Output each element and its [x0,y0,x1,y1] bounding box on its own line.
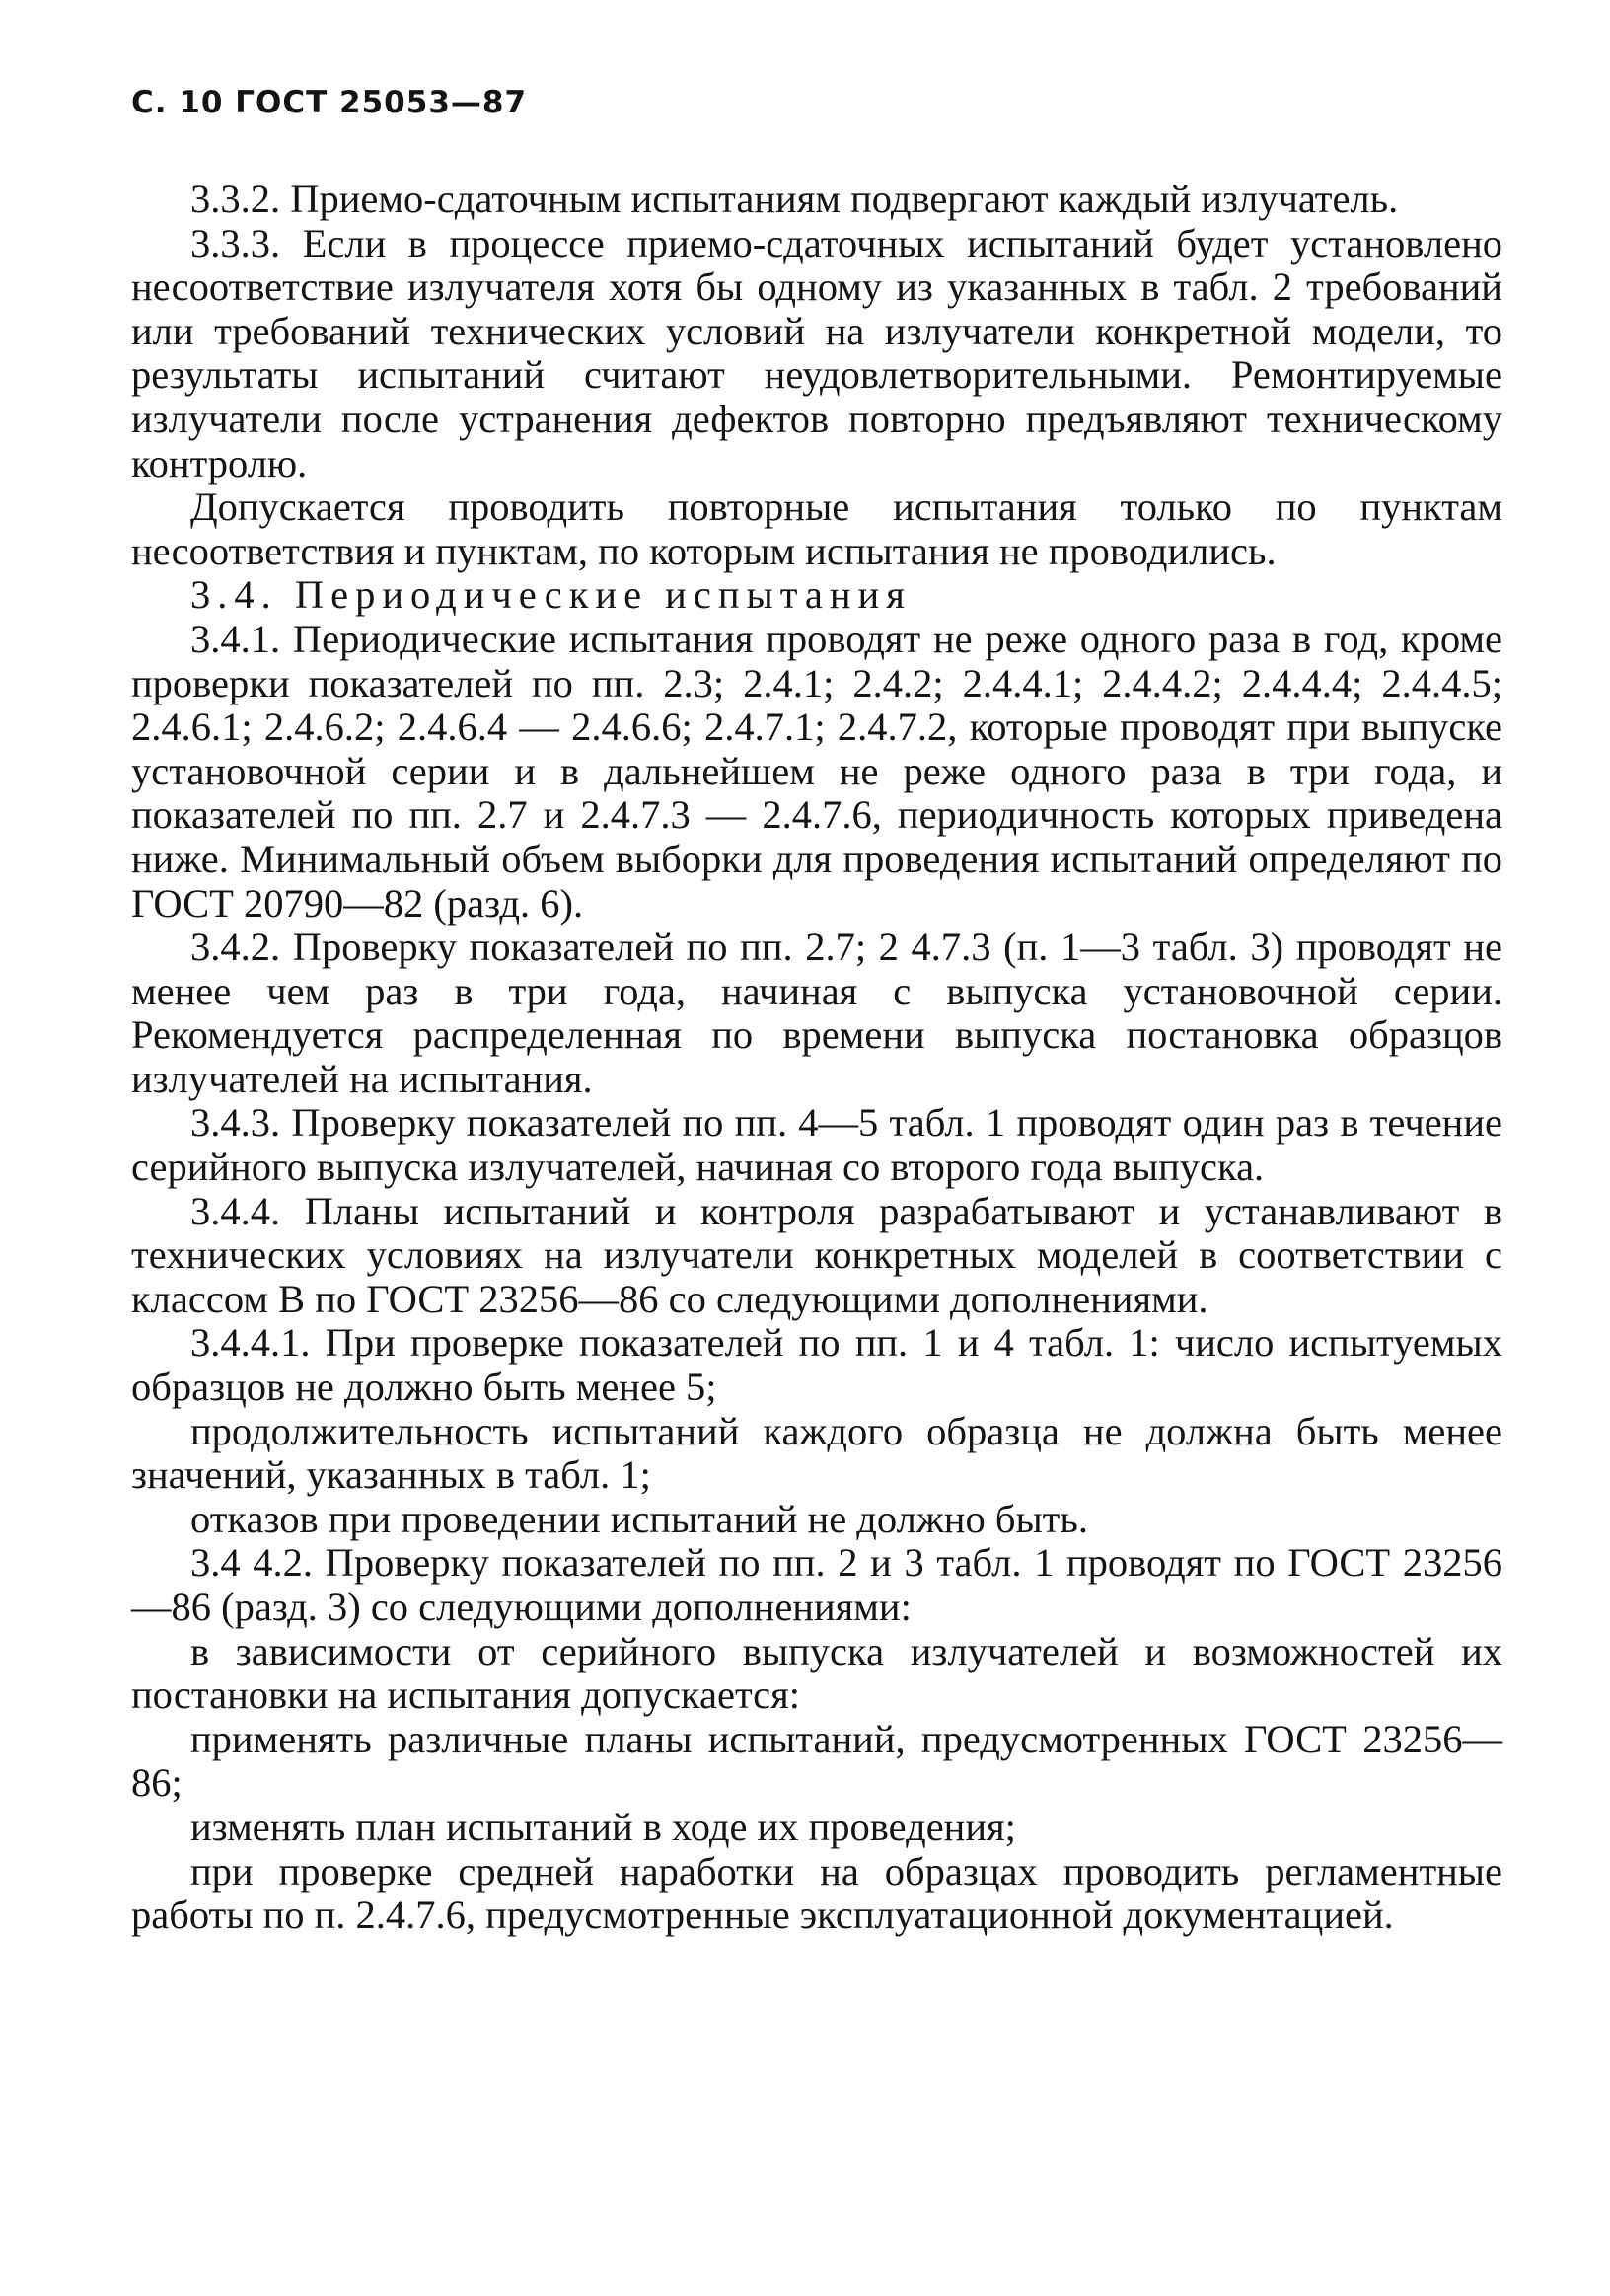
paragraph-serial-output: в зависимости от серийного выпуска излучателей и возможностей их постановки на испытания допускается: [131,1628,1502,1718]
paragraph-retest-note: Допускается проводить повторные испытания только по пунктам несоответствия и пунктам, по которым испытания не проводились. [131,484,1502,573]
paragraph-failures: отказов при проведении испытаний не должно быть. [190,1496,1088,1541]
paragraph-duration: продолжительность испытаний каждого образца не должна быть менее значений, указанных в табл. 1; [131,1408,1502,1498]
paragraph-apply-plans: применять различные планы испытаний, предусмотренных ГОСТ 23256—86; [131,1716,1502,1806]
paragraph-3-4-3: 3.4.3. Проверку показателей по пп. 4—5 табл. 1 проводят один раз в течение серийного выпуска излучателей, начиная со второго года выпуска. [131,1100,1502,1190]
paragraph-3-3-3: 3.3.3. Если в процессе приемо-сдаточных испытаний будет установлено несоответствие излучателя хотя бы одному из указанных в табл. 2 требований или требований технических условий на излучатели конкретной модели, то результаты испытаний считают неудовлетворительными. Ремонтируемые излучатели после устранения дефектов повторно предъявляют техническому контролю. [131,220,1502,485]
paragraph-3-4-2: 3.4.2. Проверку показателей по пп. 2.7; 2 4.7.3 (п. 1—3 табл. 3) проводят не менее чем раз в три года, начиная с выпуска установочной серии. Рекомендуется распределенная по времени выпуска постановка образцов излучателей на испытания. [131,925,1502,1101]
paragraph-3-3-2: 3.3.2. Приемо-сдаточным испытаниям подвергают каждый излучатель. [190,177,1399,221]
paragraph-3-4-4-1: 3.4.4.1. При проверке показателей по пп. 1 и 4 табл. 1: число испытуемых образцов не должно быть менее 5; [131,1320,1502,1410]
document-body [131,178,1502,1938]
page-header: С. 10 ГОСТ 25053—87 [131,85,528,120]
paragraph-change-plan: изменять план испытаний в ходе их проведения; [190,1804,1016,1849]
paragraph-3-4-4: 3.4.4. Планы испытаний и контроля разрабатывают и устанавливают в технических условиях на излучатели конкретных моделей в соответствии с классом В по ГОСТ 23256—86 со следующими дополнениями. [131,1188,1502,1321]
section-heading-3-4: 3.4. Периодические испытания [190,572,912,618]
paragraph-maintenance: при проверке средней наработки на образцах проводить регламентные работы по п. 2.4.7.6, предусмотренные эксплуатационной документацией. [131,1848,1502,1938]
paragraph-3-4-4-2: 3.4 4.2. Проверку показателей по пп. 2 и 3 табл. 1 проводят по ГОСТ 23256—86 (разд. 3) со следующими дополнениями: [131,1540,1502,1629]
paragraph-3-4-1: 3.4.1. Периодические испытания проводят не реже одного раза в год, кроме проверки показателей по пп. 2.3; 2.4.1; 2.4.2; 2.4.4.1; 2.4.4.2; 2.4.4.4; 2.4.4.5; 2.4.6.1; 2.4.6.2; 2.4.6.4 — 2.4.6.6; 2.4.7.1; 2.4.7.2, которые проводят при выпуске установочной серии и в дальнейшем не реже одного раза в три года, и показателей по пп. 2.7 и 2.4.7.3 — 2.4.7.6, периодичность которых приведена ниже. Минимальный объем выборки для проведения испытаний определяют по ГОСТ 20790—82 (разд. 6). [131,616,1502,926]
